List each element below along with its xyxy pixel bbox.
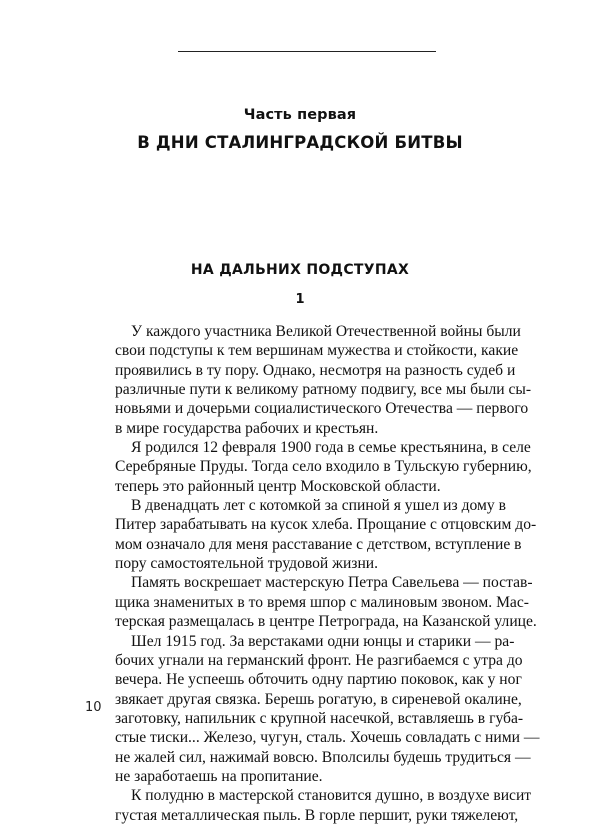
paragraph-4-line: щика знаменитых в то время шпор с малиновым звоном. Мас- bbox=[115, 593, 529, 611]
paragraph-5-line: не заработаешь на пропитание. bbox=[115, 767, 323, 785]
paragraph-3-line: В двенадцать лет с котомкой за спиной я ушел из дому в bbox=[131, 497, 506, 515]
paragraph-5-line: стые тиски... Железо, чугун, сталь. Хочешь совладать с ними — bbox=[115, 729, 540, 747]
paragraph-1-line: свои подступы к тем вершинам мужества и стойкости, какие bbox=[115, 342, 519, 360]
paragraph-3-line: Питер зарабатывать на кусок хлеба. Прощание с отцовским до- bbox=[115, 516, 537, 534]
top-divider-rule bbox=[178, 51, 436, 52]
paragraph-5-line: звякает другая связка. Берешь рогатую, в сиреневой окалине, bbox=[115, 690, 522, 708]
paragraph-1-line: различные пути к великому ратному подвигу, все мы были сы- bbox=[115, 381, 532, 399]
paragraph-1-line: проявились в ту пору. Однако, несмотря на разность судеб и bbox=[115, 361, 516, 379]
paragraph-1-line: У каждого участника Великой Отечественной войны были bbox=[131, 323, 521, 340]
paragraph-3-line: мом означало для меня расставание с детством, вступление в bbox=[115, 535, 522, 553]
paragraph-5-line: вечера. Не успеешь обточить одну партию поковок, как у ног bbox=[115, 671, 522, 689]
paragraph-5-line: Шел 1915 год. За верстаками одни юнцы и старики — ра- bbox=[131, 632, 515, 650]
paragraph-2-line: теперь это районный центр Московской области. bbox=[115, 477, 441, 495]
paragraph-6-line: К полудню в мастерской становится душно, в воздухе висит bbox=[131, 787, 532, 805]
part-title: В ДНИ СТАЛИНГРАДСКОЙ БИТВЫ bbox=[137, 133, 463, 152]
paragraph-3-line: пору самостоятельной трудовой жизни. bbox=[115, 555, 379, 573]
section-number: 1 bbox=[295, 292, 305, 307]
paragraph-1-line: в мире государства рабочих и крестьян. bbox=[115, 419, 379, 437]
chapter-title: НА ДАЛЬНИХ ПОДСТУПАХ bbox=[190, 262, 410, 278]
paragraph-1-line: новьями и дочерьми социалистического Отечества — первого bbox=[115, 400, 529, 418]
paragraph-6-line: густая металлическая пыль. В горле першит, руки тяжелеют, bbox=[115, 806, 519, 824]
paragraph-2-line: Серебряные Пруды. Тогда село входило в Тульскую губернию, bbox=[115, 458, 532, 476]
paragraph-5-line: бочих угнали на германский фронт. Не разгибаемся с утра до bbox=[115, 651, 523, 669]
part-label: Часть первая bbox=[243, 107, 357, 123]
paragraph-4-line: Память воскрешает мастерскую Петра Савельева — постав- bbox=[131, 574, 533, 592]
paragraph-5-line: не жалей сил, нажимай вовсю. Вполсилы будешь трудиться — bbox=[115, 748, 531, 766]
body-text bbox=[115, 322, 540, 825]
page-number: 10 bbox=[85, 700, 102, 715]
paragraph-2-line: Я родился 12 февраля 1900 года в семье крестьянина, в селе bbox=[131, 439, 531, 457]
paragraph-4-line: терская размещалась в центре Петрограда, на Казанской улице. bbox=[115, 613, 537, 631]
paragraph-5-line: заготовку, напильник с крупной насечкой, вставляешь в губа- bbox=[115, 709, 524, 727]
